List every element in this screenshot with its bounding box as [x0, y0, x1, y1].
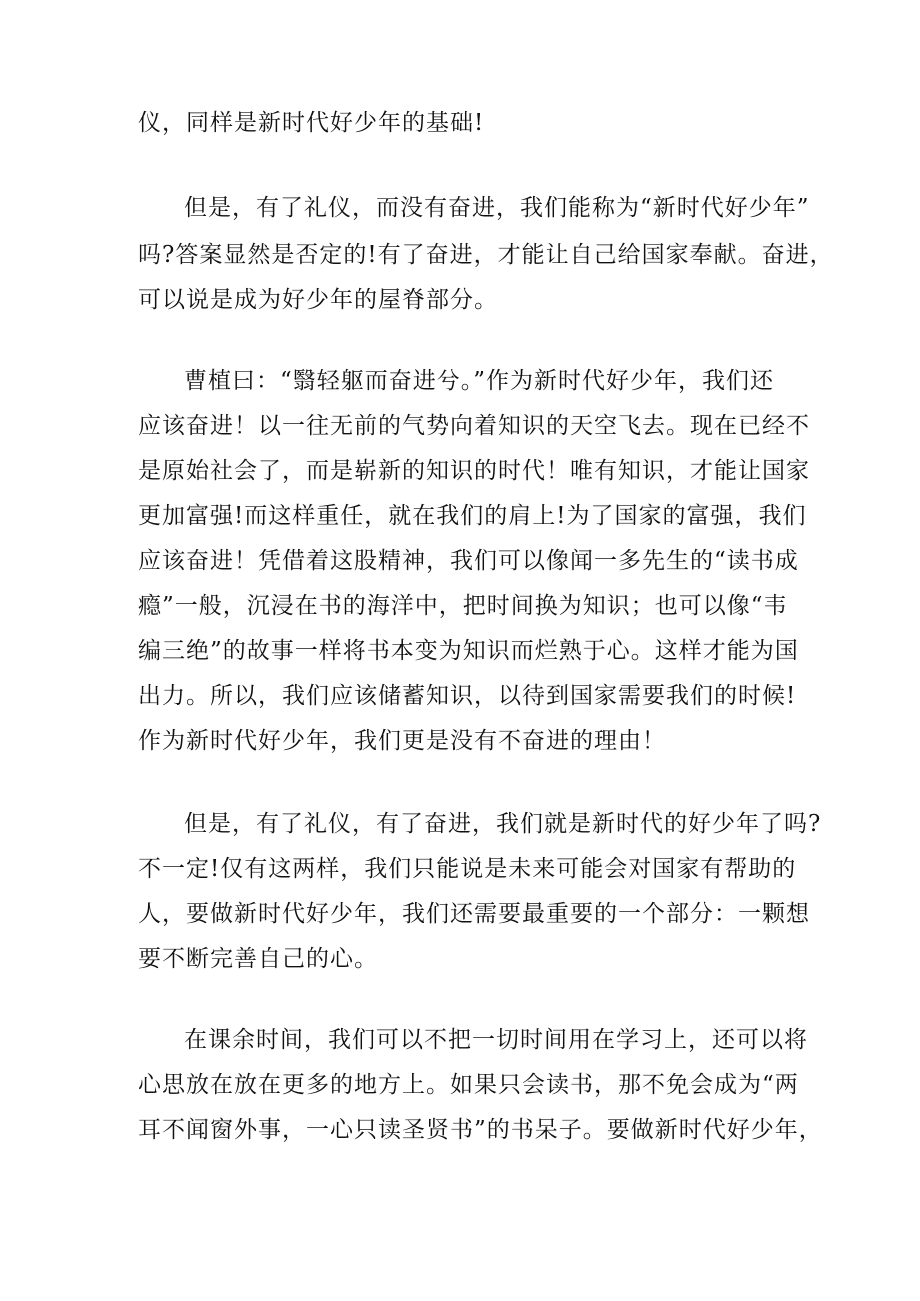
text-line: 但是，有了礼仪，而没有奋进，我们能称为“新时代好少年” [184, 195, 810, 221]
text-line: 编三绝”的故事一样将书本变为知识而烂熟于心。这样才能为国 [138, 638, 799, 664]
text-line: 作为新时代好少年，我们更是没有不奋进的理由！ [138, 728, 666, 754]
text-line: 出力。所以，我们应该储蓄知识，以待到国家需要我们的时候! [138, 683, 797, 709]
text-line: 曹植曰：“翳轻躯而奋进兮。”作为新时代好少年，我们还 [184, 368, 775, 394]
text-line: 耳不闻窗外事，一心只读圣贤书”的书呆子。要做新时代好少年， [138, 1117, 823, 1143]
text-line: 是原始社会了，而是崭新的知识的时代！唯有知识，才能让国家 [138, 458, 810, 484]
text-line: 但是，有了礼仪，有了奋进，我们就是新时代的好少年了吗? [184, 811, 822, 837]
text-line: 在课余时间，我们可以不把一切时间用在学习上，还可以将 [184, 1027, 808, 1053]
text-line: 应该奋进！凭借着这股精神，我们可以像闻一多先生的“读书成 [138, 548, 799, 574]
text-line: 不一定!仅有这两样，我们只能说是未来可能会对国家有帮助的 [138, 856, 797, 882]
text-line: 心思放在放在更多的地方上。如果只会读书，那不免会成为“两 [138, 1072, 799, 1098]
text-line: 人，要做新时代好少年，我们还需要最重要的一个部分：一颗想 [138, 901, 810, 927]
text-line: 吗?答案显然是否定的!有了奋进，才能让自己给国家奉献。奋进， [138, 242, 834, 268]
text-line: 可以说是成为好少年的屋脊部分。 [138, 287, 498, 313]
text-line: 应该奋进！以一往无前的气势向着知识的天空飞去。现在已经不 [138, 413, 810, 439]
text-line: 仪，同样是新时代好少年的基础! [138, 110, 485, 136]
text-line: 要不断完善自己的心。 [138, 946, 378, 972]
text-line: 瘾”一般，沉浸在书的海洋中，把时间换为知识；也可以像“韦 [138, 593, 788, 619]
text-line: 更加富强!而这样重任，就在我们的肩上!为了国家的富强，我们 [138, 503, 807, 529]
